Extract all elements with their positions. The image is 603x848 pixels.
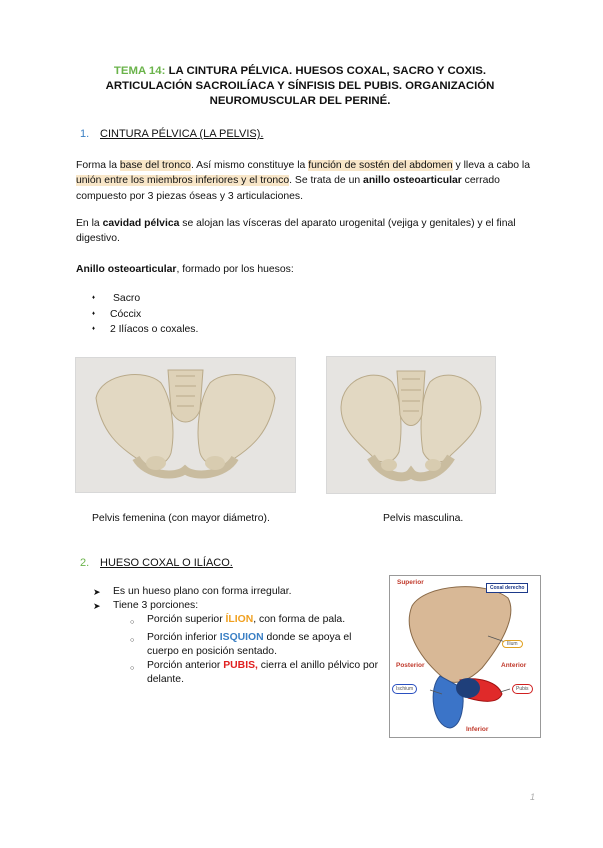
coxal-bone-figure [389,575,541,738]
list-item: ♦ 2 Ilíacos o coxales. [92,322,198,338]
female-pelvis-image [75,357,296,493]
list-item: ○ Porción superior ÍLION, con forma de pala. [113,613,383,630]
label-anterior: Anterior [501,662,527,669]
circle-bullet-icon: ○ [130,636,135,644]
label-coxal-derecho: Coxal derecho [486,583,528,593]
list-item: ○ Porción anterior PUBIS, cierra el anillo pélvico por delante. [113,659,383,687]
bullet-icon: ♦ [92,326,96,332]
male-pelvis-image [326,356,496,494]
circle-bullet-icon: ○ [130,665,135,673]
label-posterior: Posterior [396,662,425,669]
arrow-bullet-icon: ➤ [93,601,101,612]
section-1-heading: 1. CINTURA PÉLVICA (LA PELVIS). [80,128,264,140]
coxal-list [93,585,383,687]
list-item: ♦ Cóccix [92,307,198,323]
list-item: ➤ Es un hueso plano con forma irregular. [93,585,383,599]
bullet-icon: ♦ [92,310,96,317]
bone-list [92,291,198,338]
bullet-icon: ♦ [92,295,96,301]
list-item: ○ Porción inferior ISQUION donde se apoya el cuerpo en posición sentado. [113,631,383,659]
paragraph-ring: Anillo osteoarticular, formado por los huesos: [76,264,294,275]
label-inferior: Inferior [466,726,489,733]
coxal-bone-drawing [390,576,540,737]
section-2-heading: 2. HUESO COXAL O ILÍACO. [80,557,233,569]
list-item: ♦ Sacro [92,291,198,307]
caption-female: Pelvis femenina (con mayor diámetro). [92,513,270,524]
label-pubis: Pubis [512,684,533,694]
page-number: 1 [529,792,535,802]
label-superior: Superior [397,579,424,586]
arrow-bullet-icon: ➤ [93,587,101,597]
label-ischium: Ischium [392,684,417,694]
page-title: TEMA 14: LA CINTURA PÉLVICA. HUESOS COXAL, SACRO Y COXIS. ARTICULACIÓN SACROILÍACA Y SÍNFISIS DEL PUBIS. ORGANIZACIÓN NEUROMUSCULAR DEL PERINÉ. [105,65,495,108]
list-item: ➤ Tiene 3 porciones: [93,599,383,613]
label-ilium: Ilium [502,640,523,648]
paragraph-intro: Forma la base del tronco. Así mismo constituye la función de sostén del abdomen y lleva a cabo la unión entre los miembros inferiores y el tronco. Se trata de un anillo osteoarticular cerrado compuesto por 3 piezas óseas y 3 articulaciones. [76,160,531,202]
circle-bullet-icon: ○ [130,619,135,627]
caption-male: Pelvis masculina. [383,513,464,524]
paragraph-cavity: En la cavidad pélvica se alojan las vísceras del aparato urogenital (vejiga y genitales) y el final digestivo. [76,218,516,245]
